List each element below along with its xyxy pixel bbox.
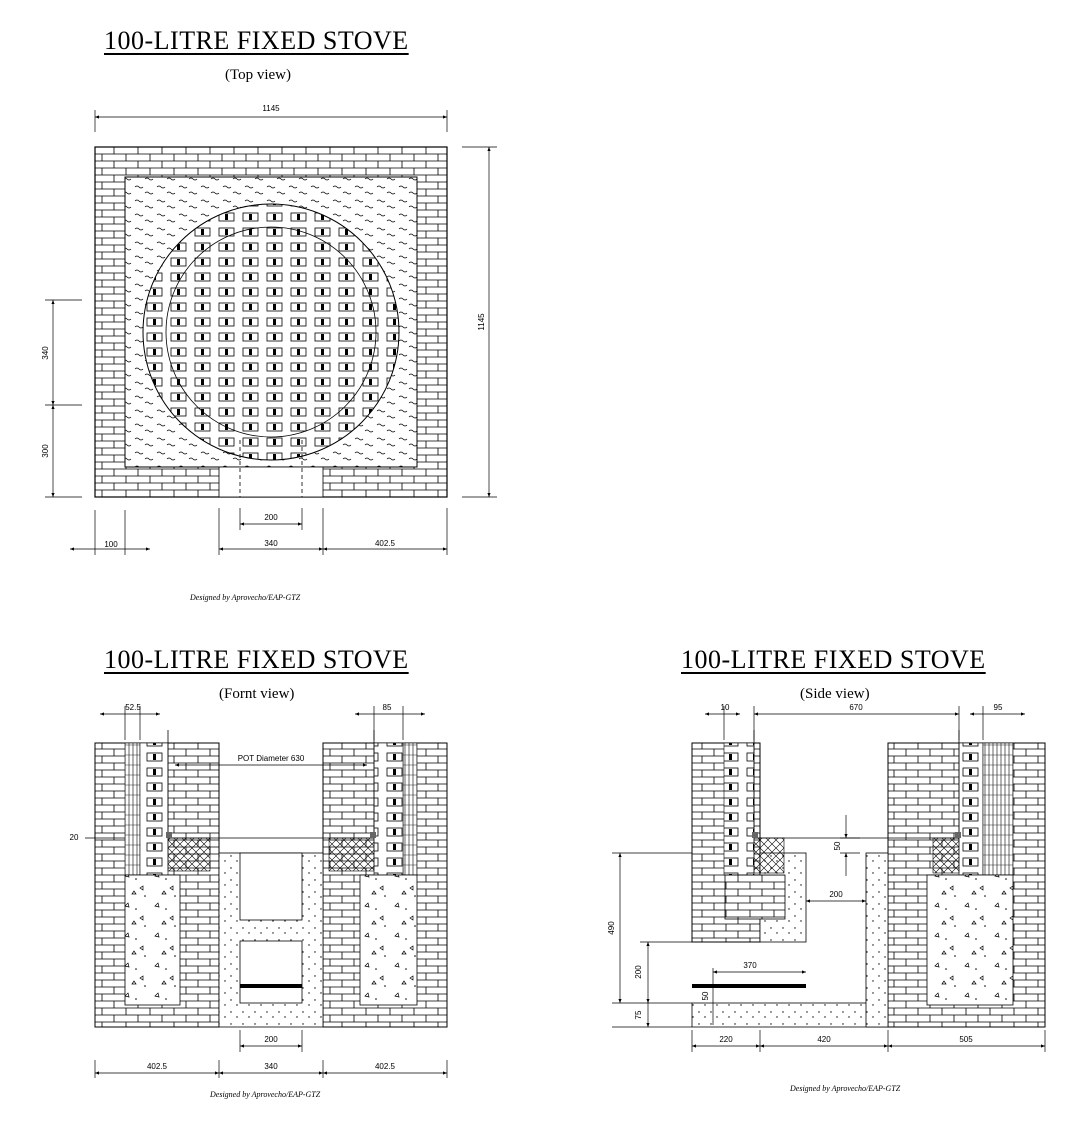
- side-view-credit: Designed by Aprovecho/EAP-GTZ: [790, 1084, 901, 1093]
- top-dim-left-upper: 340: [41, 346, 50, 360]
- side-dim-bottom-mid: 420: [817, 1035, 831, 1044]
- front-dim-top-left: 52.5: [125, 703, 141, 712]
- top-dim-opening: 340: [264, 539, 278, 548]
- side-view-title: 100-LITRE FIXED STOVE: [681, 645, 986, 674]
- side-dim-top-left: 10: [720, 703, 730, 712]
- top-view-title: 100-LITRE FIXED STOVE: [104, 26, 409, 55]
- top-dim-left-lower: 300: [41, 444, 50, 458]
- side-dim-top-right: 95: [993, 703, 1003, 712]
- side-view-subtitle: (Side view): [800, 686, 870, 702]
- side-dim-height-total: 490: [607, 921, 616, 935]
- front-dim-bottom-left: 402.5: [146, 1062, 168, 1071]
- top-view-credit: Designed by Aprovecho/EAP-GTZ: [190, 593, 301, 602]
- side-dim-grate: 370: [743, 961, 757, 970]
- side-dim-bottom-right: 505: [959, 1035, 973, 1044]
- side-dim-bottom-left: 220: [719, 1035, 733, 1044]
- front-dim-bottom-right: 402.5: [374, 1062, 396, 1071]
- side-dim-height-mid: 200: [634, 965, 643, 979]
- front-view-subtitle: (Fornt view): [219, 686, 295, 702]
- top-dim-right: 402.5: [374, 539, 396, 548]
- front-view-drawing: [95, 730, 447, 1027]
- side-dim-grate-gap: 50: [701, 991, 710, 1001]
- top-view-subtitle: (Top view): [225, 67, 292, 83]
- front-dim-top-right: 85: [382, 703, 392, 712]
- top-dim-width: 1145: [262, 104, 280, 113]
- front-dim-pot-diameter: POT Diameter 630: [237, 754, 305, 763]
- front-dim-channel: 200: [264, 1035, 278, 1044]
- side-dim-flue: 200: [829, 890, 843, 899]
- side-view-drawing: [692, 730, 1045, 1027]
- top-view-drawing: [95, 147, 447, 497]
- front-view-title: 100-LITRE FIXED STOVE: [104, 645, 409, 674]
- side-dim-base: 75: [634, 1010, 643, 1020]
- top-dim-opening-inner: 200: [264, 513, 278, 522]
- side-dim-gap: 50: [833, 841, 842, 851]
- front-dim-bottom-mid: 340: [264, 1062, 278, 1071]
- top-dim-height: 1145: [477, 313, 486, 331]
- side-dim-top-mid: 670: [849, 703, 863, 712]
- top-dim-wall: 100: [104, 540, 118, 549]
- front-dim-gap: 20: [69, 833, 79, 842]
- front-view-credit: Designed by Aprovecho/EAP-GTZ: [210, 1090, 321, 1099]
